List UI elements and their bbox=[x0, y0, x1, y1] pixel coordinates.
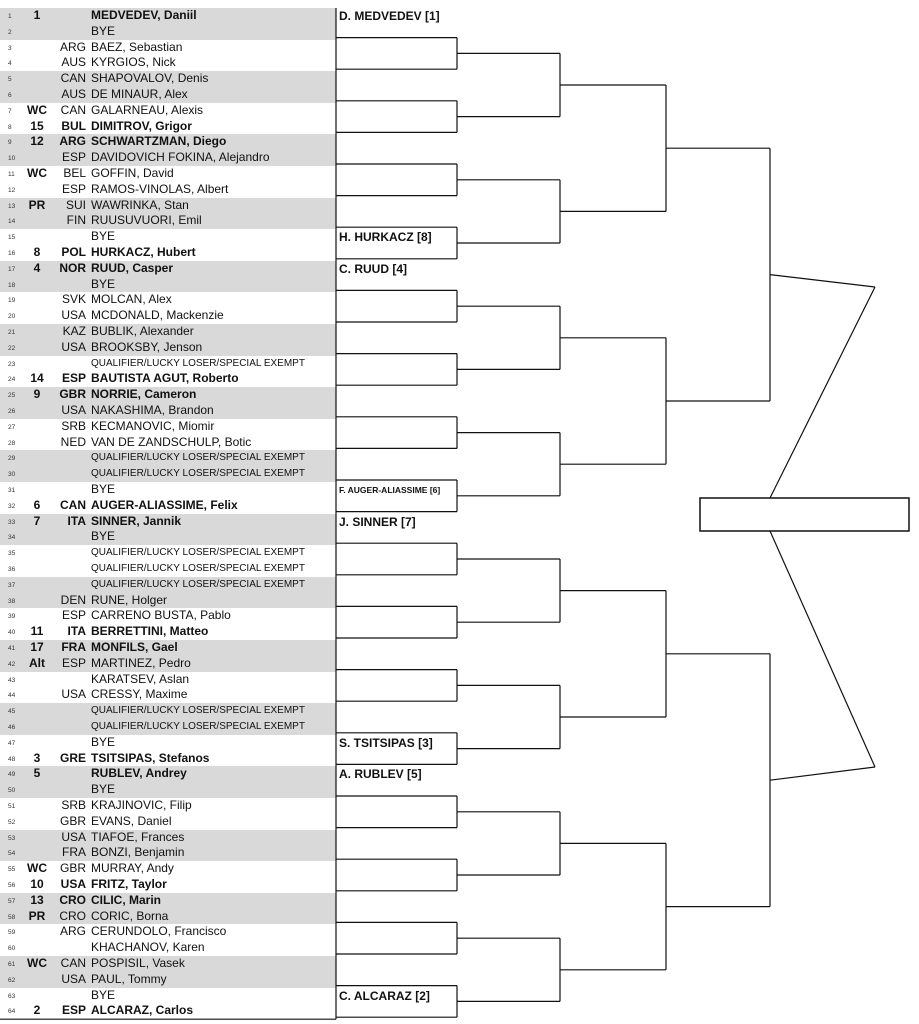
round2-winner: J. SINNER [7] bbox=[339, 514, 416, 529]
round2-winner: A. RUBLEV [5] bbox=[339, 767, 422, 782]
round2-winner: F. AUGER-ALIASSIME [6] bbox=[339, 485, 441, 495]
draw-position: 57 bbox=[8, 897, 16, 905]
draw-position: 37 bbox=[8, 581, 16, 589]
draw-position: 7 bbox=[8, 107, 12, 115]
draw-position: 2 bbox=[8, 28, 12, 36]
nationality: CRO bbox=[59, 892, 86, 907]
round2-winner: S. TSITSIPAS [3] bbox=[339, 735, 433, 750]
player-name: HURKACZ, Hubert bbox=[91, 245, 196, 259]
draw-position: 41 bbox=[8, 645, 16, 652]
seed: 1 bbox=[33, 8, 41, 22]
seed: 9 bbox=[33, 387, 41, 402]
draw-position: 50 bbox=[8, 787, 16, 795]
player-name: KARATSEV, Aslan bbox=[91, 671, 190, 686]
player-name: MURRAY, Andy bbox=[91, 861, 174, 876]
player-name: VAN DE ZANDSCHULP, Botic bbox=[91, 434, 252, 449]
player-name: CORIC, Borna bbox=[91, 908, 169, 923]
draw-position: 10 bbox=[8, 155, 16, 163]
final-line bbox=[770, 287, 875, 498]
seed: 5 bbox=[33, 766, 41, 781]
draw-position: 36 bbox=[8, 566, 16, 573]
nationality: SRB bbox=[61, 798, 86, 812]
player-name: QUALIFIER/LUCKY LOSER/SPECIAL EXEMPT bbox=[91, 357, 305, 369]
draw-position: 29 bbox=[8, 455, 16, 463]
draw-position: 55 bbox=[8, 866, 16, 874]
player-name: DE MINAUR, Alex bbox=[91, 87, 188, 101]
nationality: GBR bbox=[59, 387, 86, 402]
draw-position: 31 bbox=[8, 487, 16, 494]
seed: 15 bbox=[30, 118, 44, 133]
player-name: RUBLEV, Andrey bbox=[91, 766, 187, 781]
player-name: MOLCAN, Alex bbox=[91, 292, 172, 307]
player-name: KYRGIOS, Nick bbox=[91, 55, 176, 70]
player-name: BERRETTINI, Matteo bbox=[91, 624, 209, 639]
player-name: DAVIDOVICH FOKINA, Alejandro bbox=[91, 150, 270, 165]
draw-position: 35 bbox=[8, 550, 16, 558]
seed: 4 bbox=[33, 260, 41, 275]
nationality: USA bbox=[61, 829, 86, 844]
draw-position: 48 bbox=[8, 755, 16, 763]
player-name: RUNE, Holger bbox=[91, 592, 168, 607]
nationality: DEN bbox=[60, 592, 86, 607]
draw-position: 59 bbox=[8, 929, 16, 937]
draw-position: 14 bbox=[8, 218, 16, 226]
draw-position: 51 bbox=[8, 803, 16, 810]
player-name: ALCARAZ, Carlos bbox=[91, 1003, 194, 1018]
nationality: ITA bbox=[67, 513, 86, 528]
draw-position: 49 bbox=[8, 771, 16, 779]
draw-position: 13 bbox=[8, 202, 16, 210]
nationality: CAN bbox=[60, 497, 86, 512]
draw-position: 1 bbox=[8, 13, 12, 20]
player-name: CERUNDOLO, Francisco bbox=[91, 924, 227, 939]
final-line bbox=[770, 275, 875, 287]
draw-position: 12 bbox=[8, 186, 16, 194]
nationality: FIN bbox=[66, 213, 86, 228]
draw-position: 11 bbox=[8, 171, 15, 178]
draw-position: 45 bbox=[8, 708, 16, 716]
draw-position: 17 bbox=[8, 265, 16, 273]
player-name: PAUL, Tommy bbox=[91, 971, 167, 986]
draw-position: 25 bbox=[8, 392, 16, 400]
seed: 17 bbox=[30, 640, 44, 654]
seed: WC bbox=[27, 861, 47, 876]
player-name: AUGER-ALIASSIME, Felix bbox=[91, 497, 238, 512]
nationality: USA bbox=[61, 687, 86, 702]
nationality: ITA bbox=[67, 624, 86, 639]
player-name: MEDVEDEV, Daniil bbox=[91, 8, 197, 22]
seed: PR bbox=[28, 197, 46, 212]
seed: 8 bbox=[33, 245, 41, 259]
draw-position: 18 bbox=[8, 281, 16, 289]
player-name: TIAFOE, Frances bbox=[91, 829, 185, 844]
draw-position: 6 bbox=[8, 92, 12, 99]
player-name: SCHWARTZMAN, Diego bbox=[91, 134, 227, 149]
champion-box bbox=[700, 498, 909, 531]
seed: 11 bbox=[30, 624, 44, 639]
nationality: USA bbox=[61, 308, 86, 323]
nationality: ESP bbox=[61, 608, 86, 623]
nationality: AUS bbox=[61, 55, 86, 70]
seed: 3 bbox=[33, 750, 41, 765]
draw-position: 20 bbox=[8, 313, 16, 321]
nationality: BUL bbox=[61, 118, 86, 133]
player-name: SHAPOVALOV, Denis bbox=[91, 71, 209, 86]
draw-position: 61 bbox=[8, 961, 16, 968]
nationality: GBR bbox=[59, 813, 86, 828]
player-name: DIMITROV, Grigor bbox=[91, 118, 192, 133]
draw-position: 53 bbox=[8, 834, 16, 842]
nationality: SVK bbox=[61, 292, 86, 307]
nationality: ARG bbox=[59, 134, 86, 149]
player-name: WAWRINKA, Stan bbox=[91, 197, 189, 212]
round2-winner: C. ALCARAZ [2] bbox=[339, 988, 430, 1003]
final-line bbox=[770, 531, 875, 767]
draw-position: 40 bbox=[8, 629, 16, 637]
draw-position: 34 bbox=[8, 534, 16, 542]
player-name: EVANS, Daniel bbox=[91, 813, 172, 828]
draw-position: 42 bbox=[8, 660, 16, 668]
player-name: BYE bbox=[91, 276, 116, 291]
nationality: ESP bbox=[61, 150, 86, 165]
draw-position: 8 bbox=[8, 123, 12, 131]
nationality: ESP bbox=[61, 371, 86, 386]
draw-position: 19 bbox=[8, 297, 16, 305]
nationality: ESP bbox=[61, 1003, 86, 1018]
draw-position: 62 bbox=[8, 976, 16, 984]
draw-position: 9 bbox=[8, 139, 12, 147]
seed: PR bbox=[28, 908, 46, 923]
seed: Alt bbox=[29, 655, 45, 670]
draw-position: 30 bbox=[8, 471, 16, 479]
draw-position: 4 bbox=[8, 60, 12, 68]
draw-position: 44 bbox=[8, 692, 16, 700]
player-name: CRESSY, Maxime bbox=[91, 687, 188, 702]
player-name: BUBLIK, Alexander bbox=[91, 324, 194, 338]
nationality: ESP bbox=[61, 655, 86, 670]
nationality: GBR bbox=[59, 861, 86, 876]
round2-winner: D. MEDVEDEV [1] bbox=[339, 9, 440, 23]
draw-position: 15 bbox=[8, 234, 16, 242]
draw-position: 63 bbox=[8, 992, 16, 1000]
player-name: BONZI, Benjamin bbox=[91, 845, 185, 860]
draw-position: 33 bbox=[8, 518, 16, 526]
draw-position: 21 bbox=[8, 329, 16, 336]
player-name: QUALIFIER/LUCKY LOSER/SPECIAL EXEMPT bbox=[91, 452, 305, 464]
player-name: BYE bbox=[91, 482, 116, 496]
round2-winner: H. HURKACZ [8] bbox=[339, 230, 432, 245]
draw-position: 47 bbox=[8, 739, 16, 747]
player-name: GALARNEAU, Alexis bbox=[91, 102, 204, 117]
nationality: SUI bbox=[65, 197, 86, 212]
player-name: SINNER, Jannik bbox=[91, 513, 182, 528]
seed: 13 bbox=[30, 892, 44, 907]
player-name: CILIC, Marin bbox=[91, 892, 162, 907]
nationality: USA bbox=[61, 971, 86, 986]
nationality: KAZ bbox=[62, 324, 86, 338]
nationality: SRB bbox=[61, 418, 86, 433]
seed: 14 bbox=[30, 371, 44, 386]
seed: 7 bbox=[33, 513, 41, 528]
player-name: MONFILS, Gael bbox=[91, 640, 178, 654]
nationality: CAN bbox=[60, 102, 86, 117]
nationality: ARG bbox=[59, 39, 86, 54]
nationality: GRE bbox=[59, 750, 86, 765]
player-name: RAMOS-VINOLAS, Albert bbox=[91, 181, 229, 196]
player-name: BAEZ, Sebastian bbox=[91, 39, 183, 54]
player-name: NORRIE, Cameron bbox=[91, 387, 197, 402]
player-name: CARRENO BUSTA, Pablo bbox=[91, 608, 231, 623]
player-name: BYE bbox=[91, 529, 116, 544]
player-name: BAUTISTA AGUT, Roberto bbox=[91, 371, 239, 386]
player-name: BYE bbox=[91, 734, 116, 749]
nationality: AUS bbox=[61, 87, 86, 101]
player-name: QUALIFIER/LUCKY LOSER/SPECIAL EXEMPT bbox=[91, 578, 305, 590]
player-name: QUALIFIER/LUCKY LOSER/SPECIAL EXEMPT bbox=[91, 563, 305, 574]
draw-position: 58 bbox=[8, 913, 16, 921]
draw-position: 26 bbox=[8, 408, 16, 415]
draw-position: 22 bbox=[8, 344, 16, 352]
draw-position: 60 bbox=[8, 945, 16, 953]
player-name: BYE bbox=[91, 229, 116, 244]
draw-position: 38 bbox=[8, 597, 16, 605]
seed: 12 bbox=[30, 134, 44, 149]
draw-position: 52 bbox=[8, 818, 16, 826]
player-name: KECMANOVIC, Miomir bbox=[91, 418, 215, 433]
nationality: FRA bbox=[61, 640, 86, 654]
player-name: QUALIFIER/LUCKY LOSER/SPECIAL EXEMPT bbox=[91, 468, 305, 480]
nationality: ARG bbox=[59, 924, 86, 939]
draw-position: 39 bbox=[8, 613, 16, 621]
draw-position: 16 bbox=[8, 250, 16, 257]
nationality: POL bbox=[61, 245, 86, 259]
player-name: QUALIFIER/LUCKY LOSER/SPECIAL EXEMPT bbox=[91, 547, 305, 559]
draw-position: 43 bbox=[8, 676, 16, 684]
nationality: NED bbox=[60, 434, 86, 449]
draw-position: 64 bbox=[8, 1008, 16, 1016]
draw-position: 54 bbox=[8, 850, 16, 858]
nationality: BEL bbox=[63, 166, 86, 180]
draw-position: 3 bbox=[8, 44, 12, 52]
nationality: NOR bbox=[59, 260, 86, 275]
draw-position: 24 bbox=[8, 376, 16, 384]
final-line bbox=[770, 767, 875, 780]
nationality: USA bbox=[61, 403, 86, 417]
seed: WC bbox=[27, 956, 47, 970]
draw-position: 27 bbox=[8, 423, 16, 431]
seed: WC bbox=[27, 102, 47, 117]
player-name: GOFFIN, David bbox=[91, 166, 174, 180]
player-name: KRAJINOVIC, Filip bbox=[91, 798, 192, 812]
player-name: QUALIFIER/LUCKY LOSER/SPECIAL EXEMPT bbox=[91, 721, 305, 732]
player-name: QUALIFIER/LUCKY LOSER/SPECIAL EXEMPT bbox=[91, 705, 305, 717]
draw-position: 5 bbox=[8, 76, 12, 84]
nationality: ESP bbox=[61, 181, 86, 196]
seed: WC bbox=[27, 166, 47, 180]
player-name: MARTINEZ, Pedro bbox=[91, 655, 191, 670]
nationality: USA bbox=[60, 877, 86, 891]
seed: 10 bbox=[30, 877, 44, 891]
seed: 6 bbox=[33, 497, 41, 512]
player-name: RUUSUVUORI, Emil bbox=[91, 213, 202, 228]
draw-position: 23 bbox=[8, 360, 16, 368]
player-name: RUUD, Casper bbox=[91, 260, 174, 275]
player-name: BYE bbox=[91, 987, 116, 1002]
nationality: USA bbox=[61, 339, 86, 354]
draw-position: 56 bbox=[8, 882, 16, 889]
player-name: POSPISIL, Vasek bbox=[91, 956, 185, 970]
nationality: CRO bbox=[59, 908, 86, 923]
player-name: BROOKSBY, Jenson bbox=[91, 339, 203, 354]
nationality: CAN bbox=[60, 956, 86, 970]
player-name: BYE bbox=[91, 23, 116, 38]
draw-position: 32 bbox=[8, 502, 16, 510]
nationality: FRA bbox=[62, 845, 86, 860]
player-name: NAKASHIMA, Brandon bbox=[91, 403, 214, 417]
draw-position: 46 bbox=[8, 724, 16, 731]
draw-position: 28 bbox=[8, 439, 16, 447]
seed: 2 bbox=[33, 1003, 41, 1018]
player-name: MCDONALD, Mackenzie bbox=[91, 308, 224, 323]
round2-winner: C. RUUD [4] bbox=[339, 261, 407, 276]
player-name: BYE bbox=[91, 782, 116, 797]
nationality: CAN bbox=[60, 71, 86, 86]
player-name: TSITSIPAS, Stefanos bbox=[91, 750, 210, 765]
player-name: KHACHANOV, Karen bbox=[91, 940, 205, 955]
player-name: FRITZ, Taylor bbox=[91, 877, 167, 891]
